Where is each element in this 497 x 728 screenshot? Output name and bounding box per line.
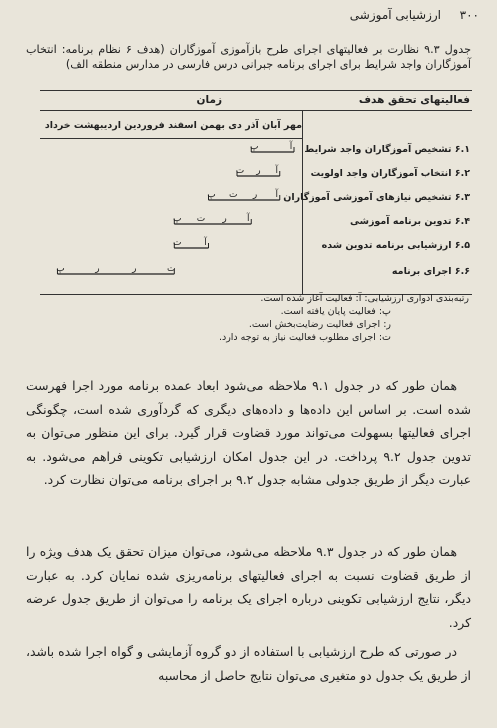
monitoring-table — [40, 90, 472, 295]
gantt-rating-label: آ — [204, 238, 207, 248]
gantt-rating-label: ت — [235, 166, 245, 176]
gantt-rating-label: آ — [289, 142, 293, 152]
activity-label: ۶.۳ تشخیص نیازهای آموزشی آموزگاران — [283, 192, 470, 203]
month-label: آذر — [245, 120, 259, 131]
legend-item: پ: فعالیت پایان یافته است. — [280, 306, 391, 317]
activities-header: فعالیتهای تحقق هدف — [358, 94, 470, 106]
gantt-rating-label: پ — [207, 190, 216, 200]
gantt-rating-label: ر — [132, 264, 137, 274]
gantt-rating-label: آ — [275, 190, 279, 200]
gantt-rating-label: ر — [222, 214, 227, 224]
month-label: خرداد — [44, 120, 71, 131]
legend-title: رتبه‌بندی ادواری ارزشیابی: آ: فعالیت آغاز شده است. — [260, 293, 469, 304]
gantt-chart — [40, 90, 302, 295]
activity-label: ۶.۲ انتخاب آموزگاران واجد اولویت — [310, 168, 470, 179]
month-label: آبان — [262, 120, 281, 131]
month-label: فروردین — [124, 120, 165, 131]
gantt-rating-label: ر — [95, 264, 100, 274]
month-label: دی — [228, 120, 242, 131]
table-caption: جدول ۹.۳ نظارت بر فعالیتهای اجرای طرح بازآموزی آموزگاران (هدف ۶ نظام برنامه: انتخاب آموزگاران واجد شرایط برای اجرای برنامه جبرانی درس فارسی در مدارس منطقه الف) — [26, 43, 471, 71]
gantt-rating-label: پ — [56, 264, 65, 274]
running-title: ارزشیابی آموزشی — [349, 8, 441, 22]
month-label: اسفند — [168, 120, 197, 131]
body-paragraph — [26, 540, 471, 634]
legend-item: ت: اجرای مطلوب فعالیت نیاز به توجه دارد. — [218, 332, 391, 343]
activity-label: ۶.۵ ارزشیابی برنامه تدوین شده — [321, 240, 470, 251]
gantt-rating-label: ت — [167, 264, 176, 274]
gantt-rating-label: پ — [250, 142, 259, 152]
gantt-rating-label: ت — [196, 214, 206, 224]
gantt-rating-label: آ — [275, 166, 279, 176]
month-label: بهمن — [200, 120, 225, 131]
time-header: زمان — [196, 94, 222, 106]
legend-item: ر: اجرای فعالیت رضایت‌بخش است. — [248, 319, 391, 330]
gantt-rating-label: پ — [173, 214, 182, 224]
activity-label: ۶.۶ اجرای برنامه — [391, 266, 470, 277]
gantt-rating-label: ت — [173, 238, 182, 248]
gantt-rating-label: آ — [246, 214, 250, 224]
activity-label: ۶.۱ تشخیص آموزگاران واجد شرایط — [304, 144, 470, 155]
table-legend — [219, 292, 469, 344]
paragraph-text: همان طور که در جدول ۹.۳ ملاحظه می‌شود، می‌توان میزان تحقق یک هدف ویژه را از طریق قضاوت نسبت به اجرای فعالیتهای برنامه‌ریزی شده نمایان کرد. به عبارت دیگر، نتایج ارزشیابی تکوینی درباره اجرای یک برنامه را می‌توان از طریق جدول عرضه کرد. — [26, 544, 471, 630]
month-label: مهر — [283, 120, 302, 131]
page-header — [18, 8, 479, 28]
body-paragraph — [26, 640, 471, 687]
paragraph-text: همان طور که در جدول ۹.۱ ملاحظه می‌شود ابعاد عمده برنامه مورد اجرا فهرست شده است. بر اساس این داده‌ها و داده‌های دیگری که گردآوری شده است، چگونگی اجرای فعالیتها بسهولت می‌تواند مورد قضاوت قرار گیرد. برای این منظور می‌توان به تدوین جدول ۹.۲ پرداخت. در این جدول امکان ارزشیابی تکوینی فراهم می‌شود. به عبارت دیگر از طریق جدولی مشابه جدول ۹.۲ بر اجرای برنامه می‌توان نظارت کرد. — [26, 378, 471, 488]
gantt-rating-label: ت — [229, 190, 238, 200]
body-paragraph — [26, 374, 471, 492]
month-label: اردیبهشت — [73, 120, 121, 131]
gantt-rating-label: ر — [252, 190, 258, 200]
page-number: ۳۰۰ — [459, 8, 479, 22]
activity-label: ۶.۴ تدوین برنامه آموزشی — [350, 216, 470, 227]
paragraph-text: در صورتی که طرح ارزشیابی با استفاده از دو گروه آزمایشی و گواه اجرا شده باشد، از طریق یک جدول دو متغیری می‌توان نتایج حاصل از محاسبه — [26, 644, 471, 683]
gantt-rating-label: ر — [256, 166, 261, 176]
